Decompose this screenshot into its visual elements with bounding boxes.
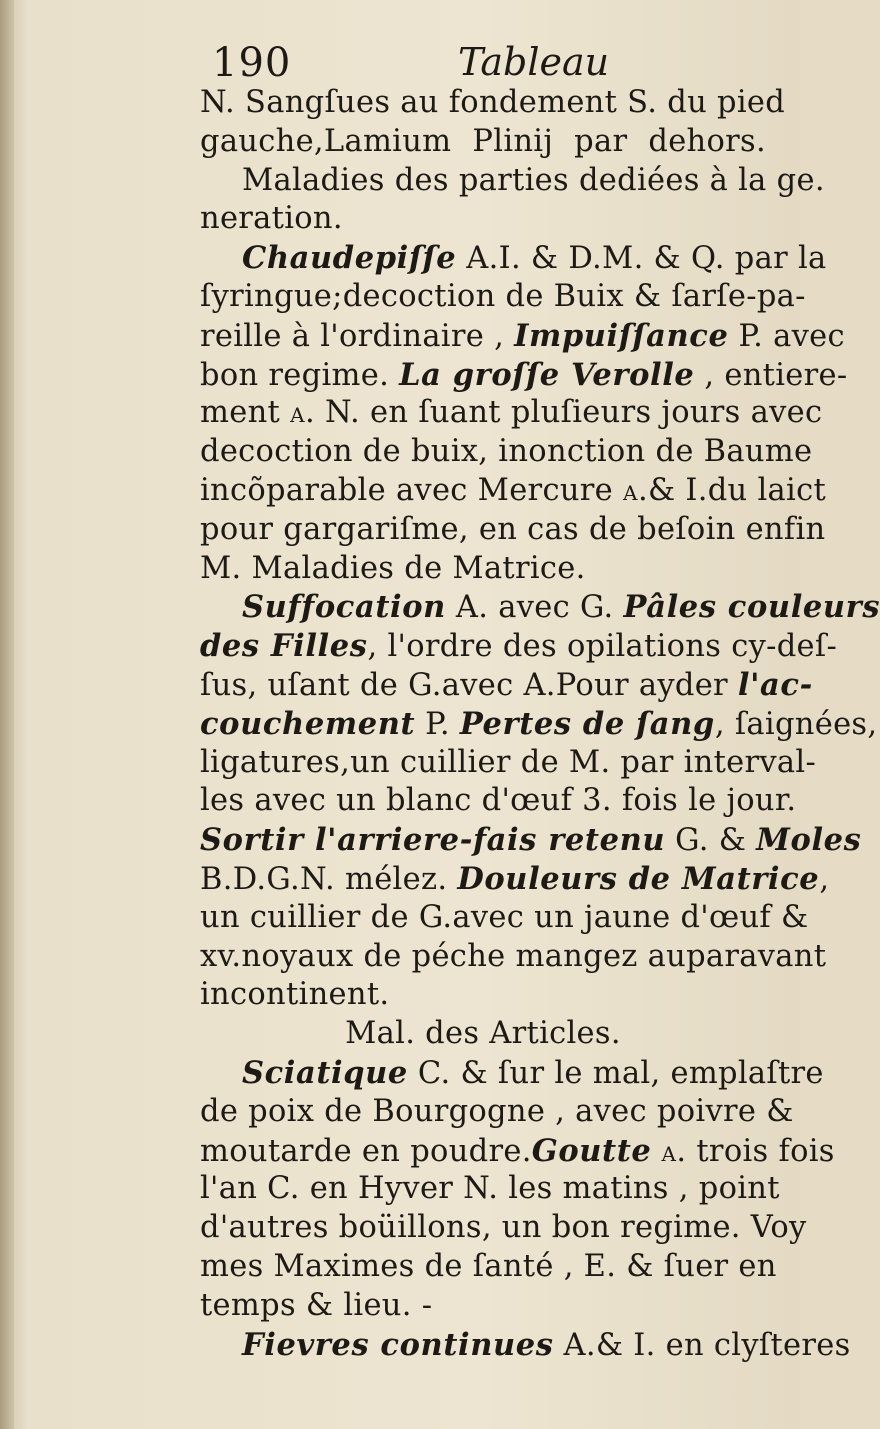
text-line: [200, 1287, 766, 1326]
text-run: reille à l'ordinaire ,: [200, 318, 515, 354]
text-run: bon regime.: [200, 357, 400, 393]
text-line: [200, 472, 827, 511]
text-run: [651, 1134, 661, 1169]
text-line: [200, 899, 809, 938]
text-line: [200, 976, 766, 1015]
text-run: mes Maximes de ſanté , E. & ſuer en: [200, 1248, 777, 1284]
text-run: pour gargariſme, en cas de beſoin enfin: [200, 511, 826, 547]
text-run: ſus, uſant de G.avec A.Pour ayder: [200, 667, 738, 703]
italic-term: Impuiſſance: [514, 317, 729, 354]
text-run: les avec un blanc d'œuf 3. fois le jour.: [200, 783, 797, 819]
text-run: , entiere-: [694, 357, 848, 393]
italic-term: Pâles couleurs: [623, 589, 880, 626]
text-run: C. & ſur le mal, emplaſtre: [407, 1055, 824, 1091]
italic-term: Fievres continues: [242, 1326, 554, 1363]
text-run: . N. en ſuant pluſieurs jours avec: [305, 395, 823, 431]
text-line: [200, 511, 826, 550]
text-line: [200, 239, 827, 278]
text-line: [200, 1054, 824, 1093]
text-run: G. &: [665, 823, 757, 859]
italic-term: l'ac-: [737, 666, 813, 703]
text-line: [200, 1248, 777, 1287]
text-line: [200, 821, 862, 860]
text-line: [200, 200, 766, 239]
text-run: , l'ordre des opilations cy-deſ-: [367, 629, 838, 665]
page-number: 190: [212, 40, 292, 86]
text-run: d'autres boüillons, un bon regime. Voy: [200, 1210, 807, 1246]
text-line: [200, 1093, 794, 1132]
text-line: [200, 705, 878, 744]
text-run: . trois fois: [676, 1133, 835, 1169]
italic-term: Douleurs de Matrice: [457, 860, 820, 897]
text-run: decoction de buix, inonction de Baume: [200, 434, 813, 470]
text-line: [200, 162, 825, 201]
text-run: neration.: [200, 201, 343, 237]
italic-term: Goutte: [531, 1132, 652, 1169]
italic-term: couchement: [200, 705, 416, 742]
text-run: A.I. & D.M. & Q. par la: [456, 241, 827, 277]
text-line: [200, 394, 823, 433]
text-line: [200, 1132, 835, 1171]
text-line: [200, 744, 817, 783]
text-run: A. avec G.: [445, 590, 624, 626]
text-run: M. Maladies de Matrice.: [200, 550, 586, 586]
small-cap-letter: A: [623, 480, 638, 505]
text-line: [200, 278, 806, 317]
text-line: [200, 588, 880, 627]
text-run: P. avec: [728, 318, 845, 354]
text-run: Mal. des Articles.: [345, 1016, 621, 1052]
page-gutter: [0, 0, 14, 1429]
italic-term: des Filles: [200, 628, 368, 665]
italic-term: La groſſe Verolle: [399, 356, 695, 393]
text-run: B.D.G.N. mélez.: [200, 861, 458, 897]
text-run: ligatures,un cuillier de M. par interval-: [200, 744, 817, 780]
text-run: N. Sangſues au fondement S. du pied: [200, 85, 786, 120]
italic-term: Pertes de ſang: [459, 705, 715, 742]
text-run: A.& I. en clyſteres: [553, 1327, 851, 1363]
text-run: un cuillier de G.avec un jaune d'œuf &: [200, 899, 809, 935]
running-title: Tableau: [458, 40, 610, 84]
text-line: [200, 666, 813, 705]
text-run: P.: [415, 706, 460, 742]
text-run: Maladies des parties dediées à la ge.: [242, 162, 825, 198]
text-run: , ſaignées,: [714, 706, 878, 742]
body-text: [200, 84, 880, 1364]
text-run: de poix de Bourgogne , avec poivre &: [200, 1093, 794, 1129]
small-cap-letter: A: [290, 403, 306, 428]
italic-term: Suffocation: [242, 589, 446, 626]
text-run: ment: [200, 395, 291, 431]
text-line: [200, 1326, 851, 1365]
text-line: [200, 782, 797, 821]
text-line: [200, 1170, 780, 1209]
text-run: .& I.du laict: [637, 472, 827, 508]
text-line: [200, 317, 845, 356]
italic-term: Moles: [756, 822, 862, 859]
italic-term: Sortir l'arriere-fais retenu: [200, 822, 666, 859]
text-run: gauche,Lamium Plinij par dehors.: [200, 123, 766, 159]
text-run: xv.noyaux de péche mangez auparavant: [200, 938, 827, 974]
text-line: [200, 356, 848, 395]
text-run: ,: [819, 861, 830, 897]
text-line: [200, 627, 838, 666]
text-line: [200, 1015, 766, 1054]
text-line: [200, 123, 766, 162]
text-run: ſyringue;decoction de Buix & ſarſe-pa-: [200, 278, 806, 314]
text-run: incontinent.: [200, 977, 390, 1013]
text-line: [200, 938, 827, 977]
text-line: [200, 860, 830, 899]
text-run: l'an C. en Hyver N. les matins , point: [200, 1171, 780, 1207]
text-line: [200, 84, 786, 123]
page-header: [212, 40, 772, 90]
text-run: moutarde en poudre.: [200, 1133, 532, 1169]
italic-term: Sciatique: [242, 1054, 408, 1091]
text-line: [200, 1209, 807, 1248]
text-run: incõparable avec Mercure: [200, 472, 623, 508]
text-line: [200, 550, 766, 589]
text-run: temps & lieu. -: [200, 1287, 433, 1323]
small-cap-letter: A: [661, 1141, 677, 1166]
text-line: [200, 433, 813, 472]
italic-term: Chaudepiſſe: [242, 240, 457, 277]
